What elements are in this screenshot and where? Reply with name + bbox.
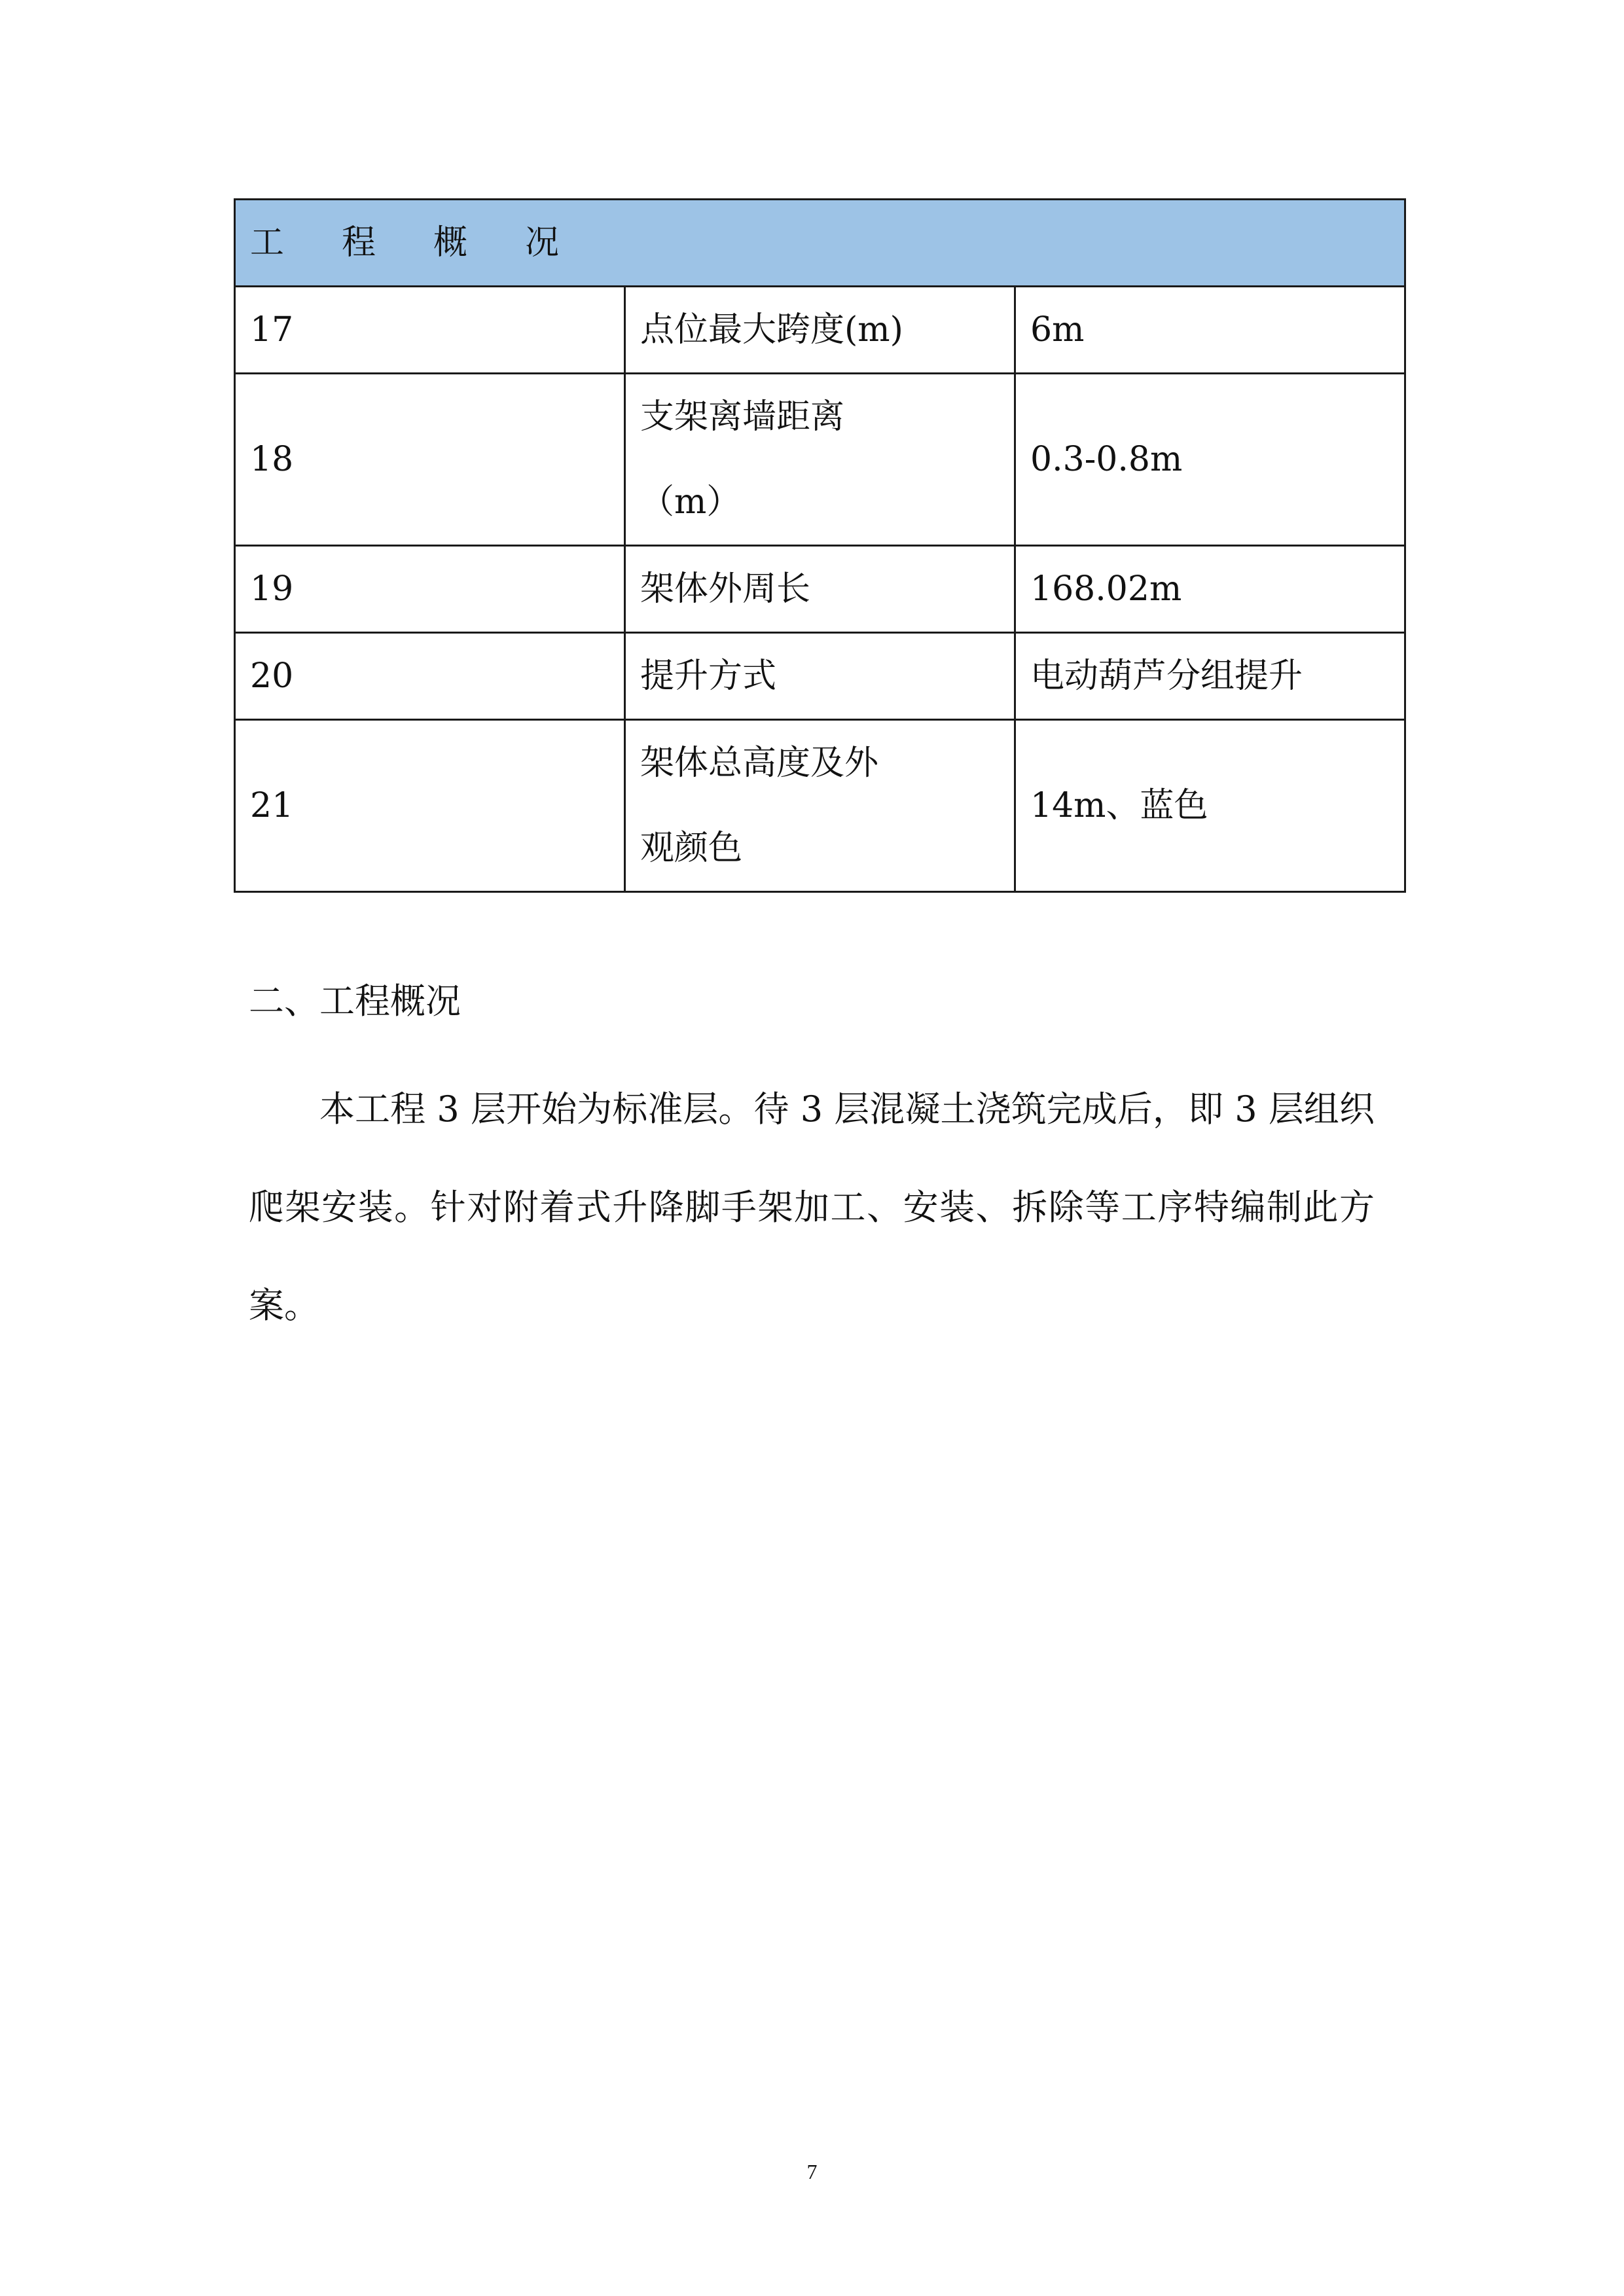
table-header-row: [235, 200, 1405, 287]
table-row: [235, 374, 1405, 546]
row-value: 电动葫芦分组提升: [1015, 633, 1405, 720]
row-number: 21: [235, 720, 625, 892]
page-number: 7: [806, 2160, 818, 2183]
row-number: 20: [235, 633, 625, 720]
row-item: [625, 720, 1015, 892]
table-row: [235, 720, 1405, 892]
section-heading: 二、工程概况: [249, 980, 461, 1022]
project-overview-table: [234, 198, 1406, 893]
row-item: 提升方式: [625, 633, 1015, 720]
row-value: 168.02m: [1015, 546, 1405, 633]
row-number: 17: [235, 287, 625, 374]
row-item: 点位最大跨度(m): [625, 287, 1015, 374]
header-char: 工: [250, 223, 285, 262]
header-char: 概: [433, 223, 468, 262]
table-row: [235, 546, 1405, 633]
row-item-line: 架体总高度及外: [640, 744, 879, 783]
row-number: 19: [235, 546, 625, 633]
row-value: 6m: [1015, 287, 1405, 374]
header-char: 况: [525, 223, 560, 262]
row-value: 14m、蓝色: [1015, 720, 1405, 892]
table-row: [235, 287, 1405, 374]
row-item: 架体外周长: [625, 546, 1015, 633]
table-header-title: [235, 200, 1405, 287]
row-value: 0.3-0.8m: [1015, 374, 1405, 546]
body-paragraph: 本工程 3 层开始为标准层。待 3 层混凝土浇筑完成后，即 3 层组织爬架安装。针对附着式升降脚手架加工、安装、拆除等工序特编制此方案。: [249, 1088, 1375, 1326]
row-item: [625, 374, 1015, 546]
row-item-line: 观颜色: [640, 829, 743, 868]
row-item-line: 支架离墙距离: [640, 397, 845, 437]
row-item-line: （m）: [640, 482, 741, 522]
row-number: 18: [235, 374, 625, 546]
header-char: 程: [342, 223, 376, 262]
table-row: [235, 633, 1405, 720]
